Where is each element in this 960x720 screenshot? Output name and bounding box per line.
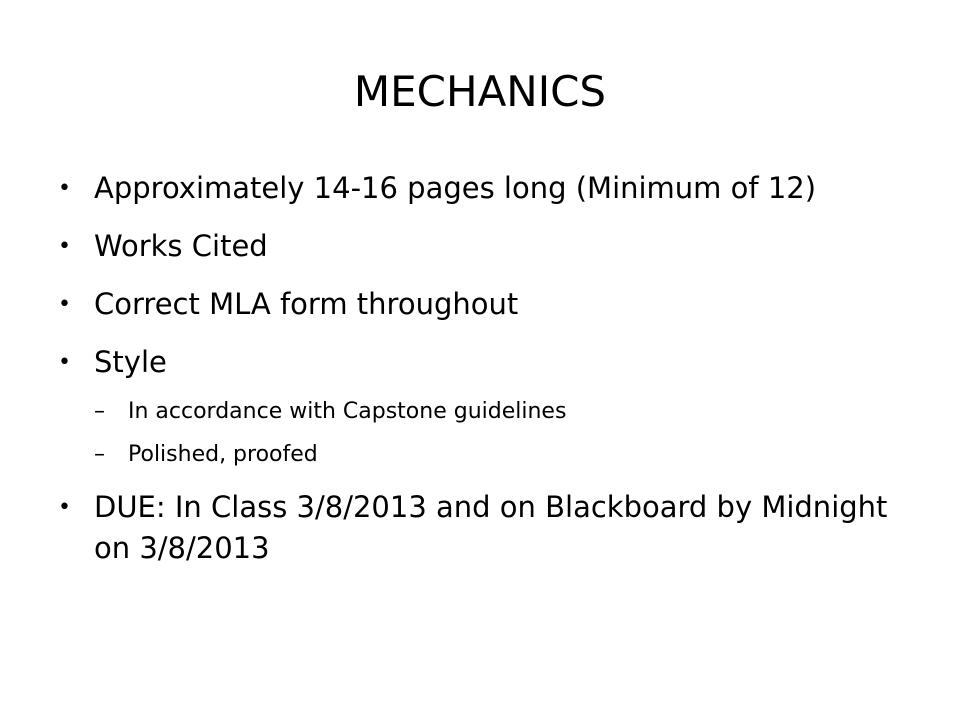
bullet-item — [58, 342, 908, 470]
bullet-text: Correct MLA form throughout — [94, 287, 519, 321]
bullet-icon: • — [58, 292, 71, 317]
slide-title: MECHANICS — [353, 67, 607, 116]
bullet-icon: • — [58, 176, 71, 201]
bullet-item — [58, 284, 908, 325]
bullet-text: Approximately 14-16 pages long (Minimum of 12) — [94, 171, 817, 205]
bullet-icon: • — [58, 234, 71, 259]
sub-bullet-text: In accordance with Capstone guidelines — [128, 399, 567, 424]
bullet-text: DUE: In Class 3/8/2013 and on Blackboard by Midnight on 3/8/2013 — [94, 490, 888, 565]
bullet-text: Works Cited — [94, 229, 268, 263]
sub-bullet-item — [94, 440, 908, 470]
bullet-text: Style — [94, 345, 167, 379]
bullet-item — [58, 487, 908, 569]
bullet-item — [58, 168, 908, 209]
dash-icon: – — [94, 399, 105, 424]
sub-bullet-item — [94, 397, 908, 427]
bullet-item — [58, 226, 908, 267]
bullet-list — [58, 168, 908, 586]
bullet-icon: • — [58, 350, 71, 375]
dash-icon: – — [94, 442, 105, 467]
sub-bullet-text: Polished, proofed — [128, 442, 318, 467]
sub-bullet-list — [94, 397, 908, 470]
bullet-icon: • — [58, 495, 71, 520]
